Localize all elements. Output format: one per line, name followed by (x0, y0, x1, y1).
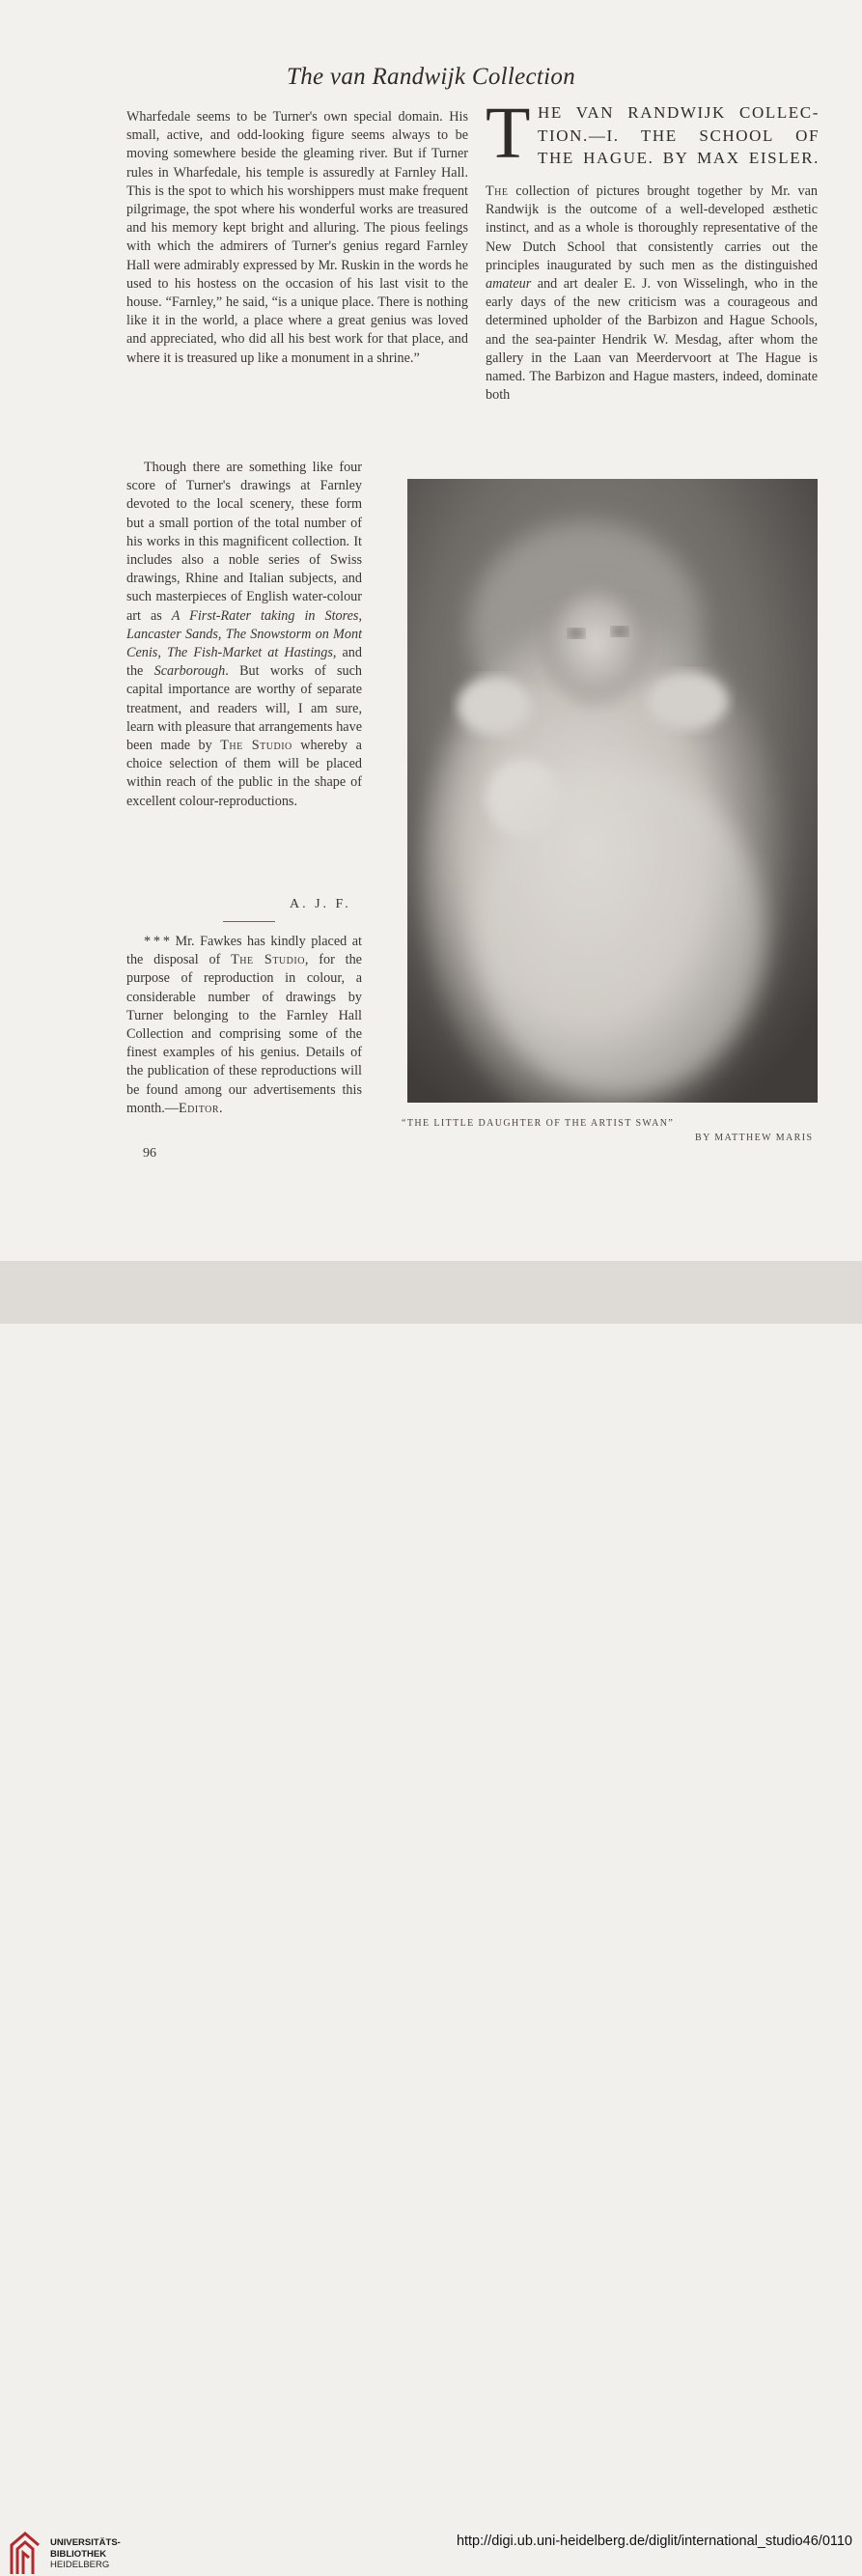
headline-line-1: HE VAN RANDWIJK COLLEC- (538, 103, 820, 122)
title-scarborough: Scarborough (153, 663, 226, 680)
headline-line-2: TION.—I. THE SCHOOL OF (538, 126, 820, 145)
studio-name: The Studio (220, 738, 292, 754)
word-amateur: amateur (486, 276, 532, 293)
page-number: 96 (143, 1146, 156, 1161)
portrait-plate-image (407, 479, 818, 1103)
library-name: UNIVERSITÄTS- BIBLIOTHEK HEIDELBERG (50, 2537, 121, 2570)
article-headline-block (486, 93, 820, 182)
drop-cap: T (486, 93, 531, 174)
title-snowstorm: The Snowstorm on Mont Cenis (126, 626, 363, 661)
section-divider (223, 921, 275, 922)
right-column-new-article (486, 93, 820, 405)
portrait-painting (407, 479, 818, 1103)
asterism: * * * (144, 934, 170, 949)
digitization-footer (0, 1261, 862, 2570)
title-fish-market: The Fish-Market at Hastings (166, 645, 333, 661)
editor-signature: Editor (179, 1100, 220, 1116)
title-first-rater: A First-Rater taking in Stores (171, 607, 359, 624)
title-lancaster-sands: Lancaster Sands (126, 626, 218, 642)
article-headline (538, 101, 820, 170)
author-signature: A. J. F. (290, 897, 351, 911)
studio-name-note: The Studio (231, 952, 305, 968)
permalink-url[interactable]: http://digi.ub.uni-heidelberg.de/diglit/international_studio46/0110 (456, 2534, 852, 2549)
plate-caption: “THE LITTLE DAUGHTER OF THE ARTIST SWAN” (402, 1118, 675, 1129)
editor-note (126, 933, 362, 1118)
headline-line-3: THE HAGUE. BY MAX EISLER. (538, 149, 820, 167)
university-library-logo-icon (10, 2532, 42, 2576)
editor-note-text: * * * Mr. Fawkes has kindly placed at the disposal of The Studio, for the purpose of reproduction in colour, a considerable number of drawings by Turner belonging to the Farnley Hall Collection and comprising some of the finest examples of his genius. Details of the publication of these reproductions will be found among our advertisements this month.—Editor. (126, 934, 362, 1116)
plate-credit: BY MATTHEW MARIS (695, 1133, 814, 1143)
left-column-continuation (126, 459, 362, 811)
running-head: The van Randwijk Collection (286, 64, 576, 90)
paragraph-farnley: Wharfedale seems to be Turner's own special domain. His small, active, and odd-looking figure seems always to be moving somewhere beside the gleaming river. But if Turner rules in Wharfedale, his temple is assuredly at Farnley Hall. This is the spot to which his worshippers must make frequent pilgrimage, the spot where his wonderful works are treasured and his memory kept bright and alluring. The pious feelings with which the admirers of Turner's genius regard Farnley Hall were admirably expressed by Mr. Ruskin in the words he used to his hostess on the occasion of his last visit to the house. “Farnley,” he said, “is a unique place. There is nothing like it in the world, a place where a great genius was loved and appreciated, who did all his best work for that place, and where it is treasured up like a monument in a shrine.” (126, 109, 468, 366)
journal-page (0, 0, 862, 1261)
paragraph-turner-drawings: Though there are something like four score of Turner's drawings at Farnley devoted to the local scenery, these form but a small portion of the total number of his works in this magnificent collection. It includes also a noble series of Swiss drawings, Rhine and Italian subjects, and such masterpieces of English water-colour art as A First-Rater taking in Stores, Lancaster Sands, The Snowstorm on Mont Cenis, The Fish-Market at Hastings, and the Scarborough. But works of such capital importance are worthy of separate treatment, and readers will, I am sure, learn with pleasure that arrangements have been made by The Studio whereby a choice selection of them will be placed within reach of the public in the shape of excellent colour-reproductions. (126, 460, 363, 809)
lead-word: The (486, 183, 509, 199)
left-column-article-ending (126, 108, 468, 368)
paragraph-van-randwijk: The collection of pictures brought together by Mr. van Randwijk is the outcome of a well-developed æsthetic instinct, and as a whole is thoroughly representative of the New Dutch School that consistently carries out the principles inaugurated by such men as the distinguished amateur and art dealer E. J. von Wisselingh, who in the early days of the new criticism was a courageous and determined upholder of the Barbizon and Hague Schools, and the sea-painter Hendrik W. Mesdag, after whom the gallery in the Laan van Meerdervoort at The Hague is named. The Barbizon and Hague masters, indeed, dominate both (486, 183, 818, 404)
